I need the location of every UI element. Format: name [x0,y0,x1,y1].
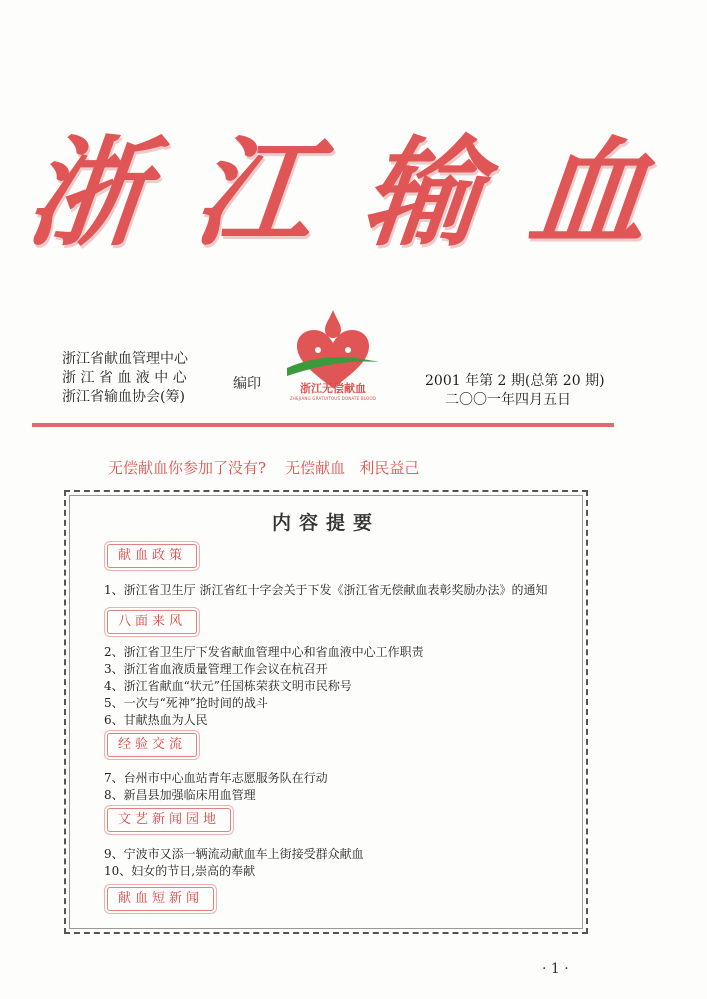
contents-title: 内容提要 [271,512,380,534]
editor-list [62,350,188,407]
page-number: · 1 · [542,961,569,977]
section-label-news: 八面来风 [107,610,197,634]
contents-item: 8、新昌县加强临床用血管理 [104,788,256,802]
section-label-policy: 献血政策 [107,544,197,568]
contents-box [64,490,588,934]
contents-item: 9、宁波市又添一辆流动献血车上街接受群众献血 [104,847,364,861]
contents-item: 7、台州市中心血站青年志愿服务队在行动 [104,771,328,785]
masthead-char: 输 [355,123,489,262]
issue-number: 2001 年第 2 期(总第 20 期) [425,373,605,389]
contents-item: 1、浙江省卫生厅 浙江省红十字会关于下发《浙江省无偿献血表彰奖励办法》的通知 [104,583,548,597]
contents-item: 6、甘献热血为人民 [104,713,208,727]
editor-line: 浙江省献血管理中心 [62,351,188,367]
contents-item: 3、浙江省血液质量管理工作会议在杭召开 [104,662,328,676]
section-label-arts: 文艺新闻园地 [107,808,231,832]
masthead-char: 江 [188,123,321,262]
contents-item: 10、妇女的节日,崇高的奉献 [104,864,256,878]
contents-item: 4、浙江省献血“状元”任国栋荣获文明市民称号 [104,679,352,693]
contents-item: 2、浙江省卫生厅下发省献血管理中心和省血液中心工作职责 [104,645,424,659]
editor-line: 浙江省输血协会(筹) [62,389,185,405]
logo-subtext: ZHEJIANG GRATUITOUS DONATE BLOOD [289,396,377,401]
section-label-experience: 经验交流 [107,733,197,757]
contents-item: 5、一次与“死神”抢时间的战斗 [104,696,268,710]
section-label-brief-news: 献血短新闻 [107,887,214,911]
slogan: 无偿献血你参加了没有? 无偿献血 利民益己 [108,459,420,477]
masthead-char: 浙 [20,123,154,262]
header-divider [32,423,614,427]
compile-label: 编印 [233,376,261,392]
masthead-char: 血 [522,123,656,262]
masthead-title [20,108,656,278]
issue-info [425,372,605,410]
issue-date: 二〇〇一年四月五日 [445,392,571,408]
logo-text: 浙江无偿献血 [300,382,366,395]
editor-line: 浙 江 省 血 液 中 心 [62,370,187,386]
